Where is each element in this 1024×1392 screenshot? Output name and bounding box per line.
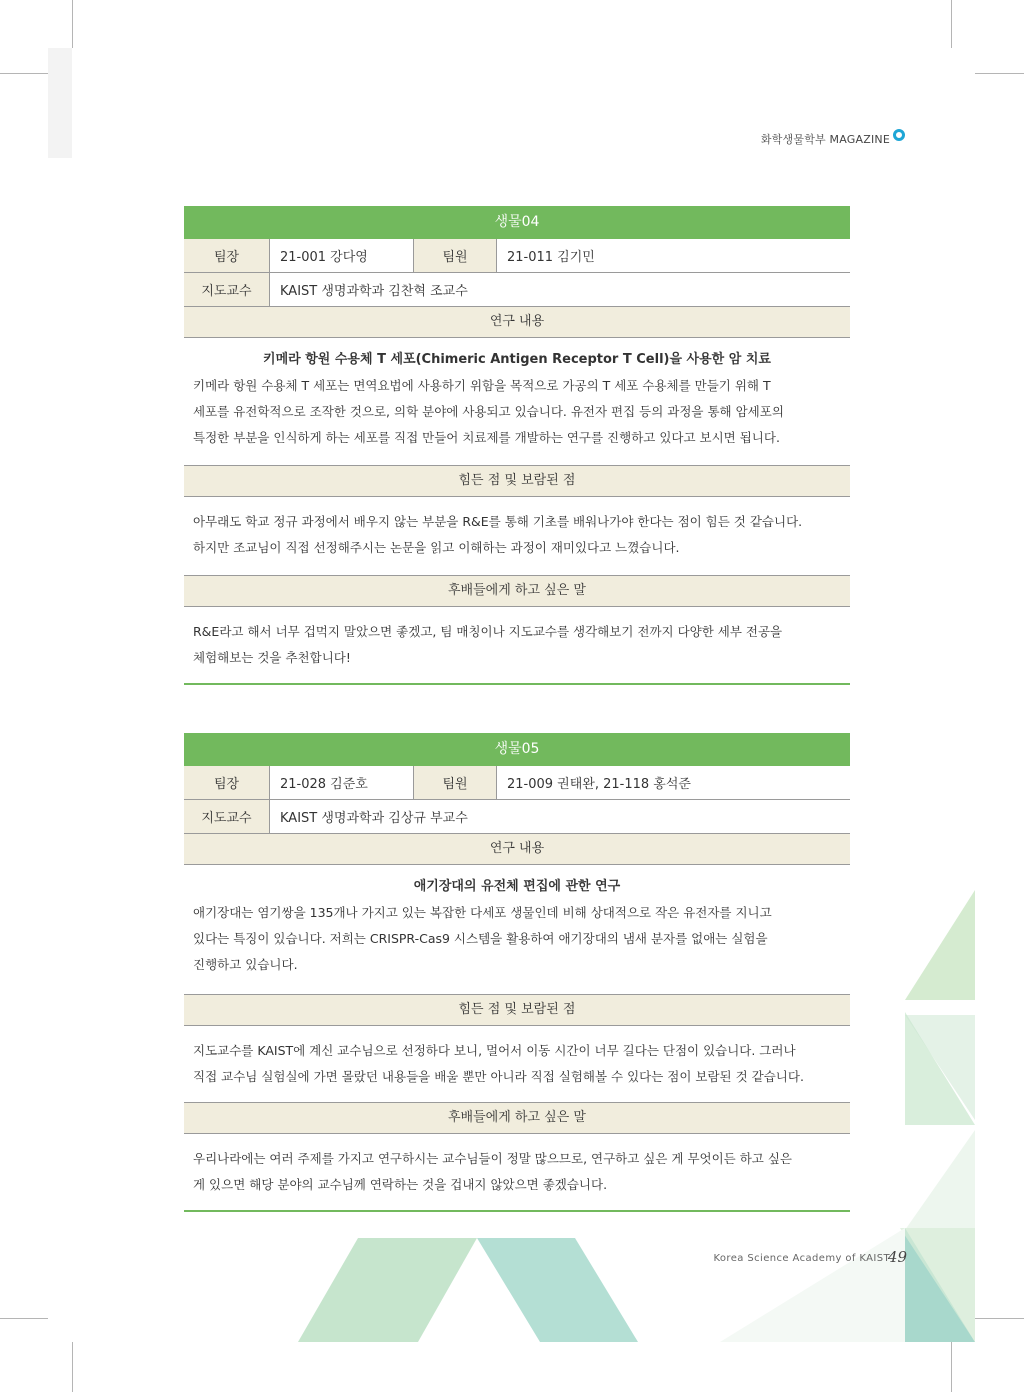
difficulty-line: 직접 교수님 실험실에 가면 몰랐던 내용들을 배울 뿐만 아니라 직접 실험해볼 수 있다는 점이 보람된 것 같습니다.	[193, 1069, 804, 1084]
advice-line: 체험해보는 것을 추천합니다!	[193, 650, 351, 665]
research-head: 연구 내용	[184, 834, 850, 865]
research-line: 있다는 특징이 있습니다. 저희는 CRISPR-Cas9 시스템을 활용하여 애기장대의 냄새 분자를 없애는 실험을	[193, 931, 768, 946]
team-block-bio04	[184, 206, 850, 685]
difficulty-body	[184, 497, 850, 575]
crop-mark	[72, 1342, 73, 1392]
research-line: 진행하고 있습니다.	[193, 957, 298, 972]
advice-head: 후배들에게 하고 싶은 말	[184, 1102, 850, 1134]
difficulty-body	[184, 1026, 850, 1102]
team-title: 생물05	[184, 733, 850, 766]
difficulty-line: 지도교수를 KAIST에 계신 교수님으로 선정하다 보니, 멀어서 이동 시간이 너무 길다는 단점이 있습니다. 그러나	[193, 1043, 796, 1058]
advice-line: 게 있으면 해당 분야의 교수님께 연락하는 것을 겁내지 않았으면 좋겠습니다.	[193, 1177, 608, 1192]
advisor-value: KAIST 생명과학과 김상규 부교수	[270, 800, 851, 834]
leader-label: 팀장	[184, 239, 270, 273]
advice-line: 우리나라에는 여러 주제를 가지고 연구하시는 교수님들이 정말 많으므로, 연구하고 싶은 게 무엇이든 하고 싶은	[193, 1151, 793, 1166]
member-value: 21-011 김기민	[497, 239, 851, 273]
advisor-label: 지도교수	[184, 273, 270, 307]
block-end-line	[184, 1210, 850, 1212]
crop-mark	[975, 1318, 1024, 1319]
advice-body	[184, 1134, 850, 1210]
magazine-title: 화학생물학부 MAGAZINE	[760, 133, 890, 146]
advisor-label: 지도교수	[184, 800, 270, 834]
research-line: 애기장대는 염기쌍을 135개나 가지고 있는 복잡한 다세포 생물인데 비해 상대적으로 작은 유전자를 지니고	[193, 905, 772, 920]
member-value: 21-009 권태완, 21-118 홍석준	[497, 766, 851, 800]
crop-mark	[0, 73, 48, 74]
leader-value: 21-001 강다영	[270, 239, 414, 273]
research-line: 키메라 항원 수용체 T 세포는 면역요법에 사용하기 위함을 목적으로 가공의 T 세포 수용체를 만들기 위해 T	[193, 378, 771, 393]
team-block-bio05	[184, 733, 850, 1212]
research-title: 키메라 항원 수용체 T 세포(Chimeric Antigen Receptor T Cell)을 사용한 암 치료	[263, 352, 771, 367]
crop-mark	[975, 73, 1024, 74]
crop-mark	[951, 1342, 952, 1392]
leader-value: 21-028 김준호	[270, 766, 414, 800]
leader-label: 팀장	[184, 766, 270, 800]
member-label: 팀원	[414, 239, 497, 273]
difficulty-line: 아무래도 학교 정규 과정에서 배우지 않는 부분을 R&E를 통해 기초를 배워나가야 한다는 점이 힘든 것 같습니다.	[193, 514, 803, 529]
page-edge-bar	[48, 48, 72, 158]
research-body	[184, 347, 850, 465]
publisher-name: Korea Science Academy of KAIST	[713, 1253, 890, 1264]
research-line: 세포를 유전학적으로 조작한 것으로, 의학 분야에 사용되고 있습니다. 유전자 편집 등의 과정을 통해 암세포의	[193, 404, 784, 419]
research-line: 특정한 부분을 인식하게 하는 세포를 직접 만들어 치료제를 개발하는 연구를 진행하고 있다고 보시면 됩니다.	[193, 430, 780, 445]
advice-line: R&E라고 해서 너무 겁먹지 말았으면 좋겠고, 팀 매칭이나 지도교수를 생각해보기 전까지 다양한 세부 전공을	[193, 624, 783, 639]
difficulty-head: 힘든 점 및 보람된 점	[184, 465, 850, 497]
crop-mark	[0, 1318, 48, 1319]
team-info-table	[184, 239, 850, 307]
advisor-value: KAIST 생명과학과 김찬혁 조교수	[270, 273, 851, 307]
crop-mark	[72, 0, 73, 48]
team-title: 생물04	[184, 206, 850, 239]
page-number: 49	[887, 1248, 907, 1266]
team-info-table	[184, 766, 850, 834]
advice-body	[184, 607, 850, 683]
circle-icon	[893, 129, 905, 141]
difficulty-head: 힘든 점 및 보람된 점	[184, 994, 850, 1026]
research-title: 애기장대의 유전체 편집에 관한 연구	[413, 879, 621, 894]
difficulty-line: 하지만 조교님이 직접 선정해주시는 논문을 읽고 이해하는 과정이 재미있다고 느꼈습니다.	[193, 540, 680, 555]
research-head: 연구 내용	[184, 307, 850, 338]
research-body	[184, 874, 850, 994]
member-label: 팀원	[414, 766, 497, 800]
advice-head: 후배들에게 하고 싶은 말	[184, 575, 850, 607]
block-end-line	[184, 683, 850, 685]
crop-mark	[951, 0, 952, 48]
